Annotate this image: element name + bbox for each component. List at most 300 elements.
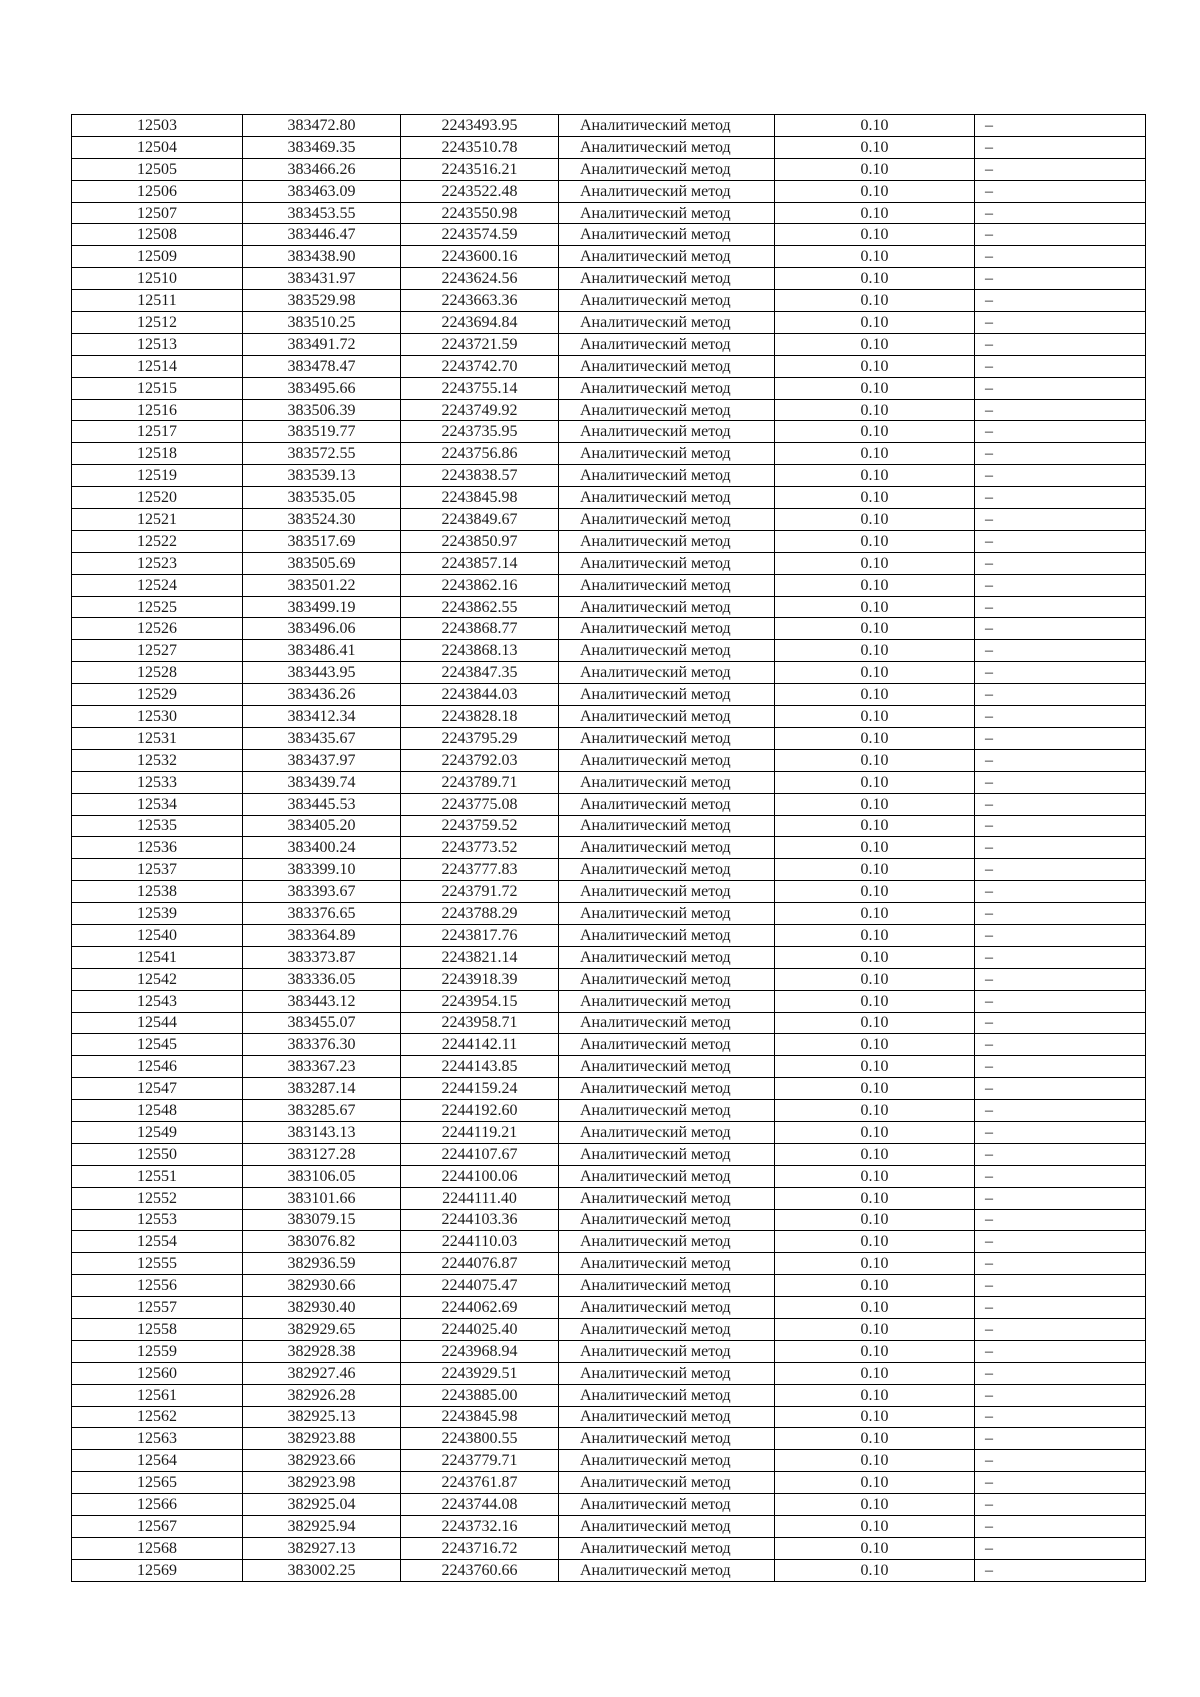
- table-row: [72, 377, 1146, 399]
- x-coordinate-cell: 383002.25: [243, 1559, 401, 1581]
- point-number-cell: 12537: [72, 859, 243, 881]
- accuracy-cell: 0.10: [775, 574, 975, 596]
- x-coordinate-cell: 383499.19: [243, 596, 401, 618]
- note-cell: –: [975, 1406, 1146, 1428]
- y-coordinate-cell: 2244119.21: [401, 1121, 559, 1143]
- note-cell: –: [975, 1231, 1146, 1253]
- table-row: [72, 837, 1146, 859]
- point-number-cell: 12514: [72, 355, 243, 377]
- table-row: [72, 1100, 1146, 1122]
- note-cell: –: [975, 793, 1146, 815]
- method-cell: Аналитический метод: [559, 640, 775, 662]
- table-row: [72, 290, 1146, 312]
- y-coordinate-cell: 2243849.67: [401, 509, 559, 531]
- method-cell: Аналитический метод: [559, 1143, 775, 1165]
- x-coordinate-cell: 383437.97: [243, 749, 401, 771]
- method-cell: Аналитический метод: [559, 618, 775, 640]
- y-coordinate-cell: 2243845.98: [401, 487, 559, 509]
- accuracy-cell: 0.10: [775, 771, 975, 793]
- note-cell: –: [975, 1143, 1146, 1165]
- x-coordinate-cell: 383519.77: [243, 421, 401, 443]
- point-number-cell: 12555: [72, 1253, 243, 1275]
- accuracy-cell: 0.10: [775, 312, 975, 334]
- method-cell: Аналитический метод: [559, 443, 775, 465]
- table-row: [72, 421, 1146, 443]
- note-cell: –: [975, 968, 1146, 990]
- method-cell: Аналитический метод: [559, 837, 775, 859]
- table-row: [72, 180, 1146, 202]
- point-number-cell: 12527: [72, 640, 243, 662]
- point-number-cell: 12509: [72, 246, 243, 268]
- x-coordinate-cell: 382926.28: [243, 1384, 401, 1406]
- note-cell: –: [975, 1121, 1146, 1143]
- x-coordinate-cell: 383393.67: [243, 881, 401, 903]
- table-row: [72, 1209, 1146, 1231]
- table-row: [72, 1537, 1146, 1559]
- note-cell: –: [975, 1056, 1146, 1078]
- point-number-cell: 12559: [72, 1340, 243, 1362]
- x-coordinate-cell: 382925.04: [243, 1494, 401, 1516]
- table-row: [72, 1472, 1146, 1494]
- point-number-cell: 12511: [72, 290, 243, 312]
- y-coordinate-cell: 2243795.29: [401, 727, 559, 749]
- accuracy-cell: 0.10: [775, 990, 975, 1012]
- accuracy-cell: 0.10: [775, 1537, 975, 1559]
- x-coordinate-cell: 383439.74: [243, 771, 401, 793]
- note-cell: –: [975, 684, 1146, 706]
- table-row: [72, 1516, 1146, 1538]
- note-cell: –: [975, 355, 1146, 377]
- y-coordinate-cell: 2243788.29: [401, 903, 559, 925]
- note-cell: –: [975, 333, 1146, 355]
- y-coordinate-cell: 2244110.03: [401, 1231, 559, 1253]
- table-row: [72, 1340, 1146, 1362]
- y-coordinate-cell: 2243862.55: [401, 596, 559, 618]
- x-coordinate-cell: 383412.34: [243, 706, 401, 728]
- table-row: [72, 684, 1146, 706]
- table-row: [72, 924, 1146, 946]
- accuracy-cell: 0.10: [775, 1428, 975, 1450]
- x-coordinate-cell: 382923.66: [243, 1450, 401, 1472]
- method-cell: Аналитический метод: [559, 377, 775, 399]
- x-coordinate-cell: 383501.22: [243, 574, 401, 596]
- accuracy-cell: 0.10: [775, 968, 975, 990]
- x-coordinate-cell: 383535.05: [243, 487, 401, 509]
- note-cell: –: [975, 202, 1146, 224]
- note-cell: –: [975, 662, 1146, 684]
- method-cell: Аналитический метод: [559, 968, 775, 990]
- method-cell: Аналитический метод: [559, 1121, 775, 1143]
- y-coordinate-cell: 2244111.40: [401, 1187, 559, 1209]
- note-cell: –: [975, 1078, 1146, 1100]
- note-cell: –: [975, 727, 1146, 749]
- x-coordinate-cell: 383446.47: [243, 224, 401, 246]
- accuracy-cell: 0.10: [775, 224, 975, 246]
- method-cell: Аналитический метод: [559, 924, 775, 946]
- y-coordinate-cell: 2243954.15: [401, 990, 559, 1012]
- accuracy-cell: 0.10: [775, 487, 975, 509]
- y-coordinate-cell: 2243600.16: [401, 246, 559, 268]
- accuracy-cell: 0.10: [775, 749, 975, 771]
- x-coordinate-cell: 383106.05: [243, 1165, 401, 1187]
- y-coordinate-cell: 2243918.39: [401, 968, 559, 990]
- note-cell: –: [975, 530, 1146, 552]
- note-cell: –: [975, 1012, 1146, 1034]
- point-number-cell: 12524: [72, 574, 243, 596]
- note-cell: –: [975, 1559, 1146, 1581]
- table-row: [72, 312, 1146, 334]
- y-coordinate-cell: 2243929.51: [401, 1362, 559, 1384]
- x-coordinate-cell: 383496.06: [243, 618, 401, 640]
- x-coordinate-cell: 383455.07: [243, 1012, 401, 1034]
- accuracy-cell: 0.10: [775, 1209, 975, 1231]
- point-number-cell: 12557: [72, 1297, 243, 1319]
- y-coordinate-cell: 2243791.72: [401, 881, 559, 903]
- method-cell: Аналитический метод: [559, 333, 775, 355]
- accuracy-cell: 0.10: [775, 158, 975, 180]
- note-cell: –: [975, 990, 1146, 1012]
- point-number-cell: 12565: [72, 1472, 243, 1494]
- y-coordinate-cell: 2243779.71: [401, 1450, 559, 1472]
- accuracy-cell: 0.10: [775, 1297, 975, 1319]
- accuracy-cell: 0.10: [775, 1034, 975, 1056]
- accuracy-cell: 0.10: [775, 443, 975, 465]
- x-coordinate-cell: 383510.25: [243, 312, 401, 334]
- x-coordinate-cell: 383472.80: [243, 115, 401, 137]
- accuracy-cell: 0.10: [775, 1384, 975, 1406]
- y-coordinate-cell: 2243522.48: [401, 180, 559, 202]
- y-coordinate-cell: 2243857.14: [401, 552, 559, 574]
- y-coordinate-cell: 2243749.92: [401, 399, 559, 421]
- method-cell: Аналитический метод: [559, 1056, 775, 1078]
- table-row: [72, 1318, 1146, 1340]
- y-coordinate-cell: 2244192.60: [401, 1100, 559, 1122]
- y-coordinate-cell: 2244075.47: [401, 1275, 559, 1297]
- method-cell: Аналитический метод: [559, 749, 775, 771]
- accuracy-cell: 0.10: [775, 268, 975, 290]
- note-cell: –: [975, 618, 1146, 640]
- table-row: [72, 903, 1146, 925]
- x-coordinate-cell: 383076.82: [243, 1231, 401, 1253]
- y-coordinate-cell: 2243868.13: [401, 640, 559, 662]
- method-cell: Аналитический метод: [559, 1231, 775, 1253]
- method-cell: Аналитический метод: [559, 1253, 775, 1275]
- table-row: [72, 443, 1146, 465]
- y-coordinate-cell: 2243510.78: [401, 136, 559, 158]
- y-coordinate-cell: 2243760.66: [401, 1559, 559, 1581]
- point-number-cell: 12516: [72, 399, 243, 421]
- table-row: [72, 727, 1146, 749]
- point-number-cell: 12569: [72, 1559, 243, 1581]
- y-coordinate-cell: 2243574.59: [401, 224, 559, 246]
- y-coordinate-cell: 2243845.98: [401, 1406, 559, 1428]
- y-coordinate-cell: 2244142.11: [401, 1034, 559, 1056]
- note-cell: –: [975, 158, 1146, 180]
- method-cell: Аналитический метод: [559, 1362, 775, 1384]
- table-row: [72, 815, 1146, 837]
- table-row: [72, 1384, 1146, 1406]
- accuracy-cell: 0.10: [775, 377, 975, 399]
- table-row: [72, 574, 1146, 596]
- method-cell: Аналитический метод: [559, 1559, 775, 1581]
- x-coordinate-cell: 383443.12: [243, 990, 401, 1012]
- method-cell: Аналитический метод: [559, 1472, 775, 1494]
- accuracy-cell: 0.10: [775, 793, 975, 815]
- table-row: [72, 1362, 1146, 1384]
- y-coordinate-cell: 2243773.52: [401, 837, 559, 859]
- accuracy-cell: 0.10: [775, 136, 975, 158]
- x-coordinate-cell: 383505.69: [243, 552, 401, 574]
- accuracy-cell: 0.10: [775, 684, 975, 706]
- table-row: [72, 1012, 1146, 1034]
- table-row: [72, 115, 1146, 137]
- method-cell: Аналитический метод: [559, 706, 775, 728]
- point-number-cell: 12553: [72, 1209, 243, 1231]
- x-coordinate-cell: 382936.59: [243, 1253, 401, 1275]
- point-number-cell: 12540: [72, 924, 243, 946]
- accuracy-cell: 0.10: [775, 509, 975, 531]
- x-coordinate-cell: 383469.35: [243, 136, 401, 158]
- y-coordinate-cell: 2243958.71: [401, 1012, 559, 1034]
- table-row: [72, 1165, 1146, 1187]
- point-number-cell: 12515: [72, 377, 243, 399]
- note-cell: –: [975, 1537, 1146, 1559]
- x-coordinate-cell: 383443.95: [243, 662, 401, 684]
- y-coordinate-cell: 2243847.35: [401, 662, 559, 684]
- method-cell: Аналитический метод: [559, 465, 775, 487]
- x-coordinate-cell: 383539.13: [243, 465, 401, 487]
- note-cell: –: [975, 290, 1146, 312]
- x-coordinate-cell: 383405.20: [243, 815, 401, 837]
- point-number-cell: 12536: [72, 837, 243, 859]
- method-cell: Аналитический метод: [559, 771, 775, 793]
- table-row: [72, 1253, 1146, 1275]
- note-cell: –: [975, 1100, 1146, 1122]
- accuracy-cell: 0.10: [775, 1516, 975, 1538]
- table-row: [72, 530, 1146, 552]
- x-coordinate-cell: 383367.23: [243, 1056, 401, 1078]
- point-number-cell: 12518: [72, 443, 243, 465]
- table-row: [72, 509, 1146, 531]
- note-cell: –: [975, 881, 1146, 903]
- method-cell: Аналитический метод: [559, 1516, 775, 1538]
- accuracy-cell: 0.10: [775, 1143, 975, 1165]
- point-number-cell: 12567: [72, 1516, 243, 1538]
- point-number-cell: 12505: [72, 158, 243, 180]
- x-coordinate-cell: 383463.09: [243, 180, 401, 202]
- note-cell: –: [975, 1340, 1146, 1362]
- note-cell: –: [975, 1187, 1146, 1209]
- x-coordinate-cell: 383466.26: [243, 158, 401, 180]
- accuracy-cell: 0.10: [775, 662, 975, 684]
- method-cell: Аналитический метод: [559, 1428, 775, 1450]
- point-number-cell: 12521: [72, 509, 243, 531]
- x-coordinate-cell: 383445.53: [243, 793, 401, 815]
- x-coordinate-cell: 383364.89: [243, 924, 401, 946]
- method-cell: Аналитический метод: [559, 1318, 775, 1340]
- accuracy-cell: 0.10: [775, 815, 975, 837]
- point-number-cell: 12548: [72, 1100, 243, 1122]
- point-number-cell: 12550: [72, 1143, 243, 1165]
- note-cell: –: [975, 224, 1146, 246]
- method-cell: Аналитический метод: [559, 1100, 775, 1122]
- x-coordinate-cell: 382928.38: [243, 1340, 401, 1362]
- point-number-cell: 12560: [72, 1362, 243, 1384]
- y-coordinate-cell: 2243732.16: [401, 1516, 559, 1538]
- accuracy-cell: 0.10: [775, 246, 975, 268]
- method-cell: Аналитический метод: [559, 246, 775, 268]
- point-number-cell: 12525: [72, 596, 243, 618]
- note-cell: –: [975, 771, 1146, 793]
- y-coordinate-cell: 2243850.97: [401, 530, 559, 552]
- table-row: [72, 1187, 1146, 1209]
- point-number-cell: 12542: [72, 968, 243, 990]
- accuracy-cell: 0.10: [775, 1318, 975, 1340]
- method-cell: Аналитический метод: [559, 268, 775, 290]
- table-row: [72, 749, 1146, 771]
- point-number-cell: 12563: [72, 1428, 243, 1450]
- x-coordinate-cell: 383435.67: [243, 727, 401, 749]
- method-cell: Аналитический метод: [559, 662, 775, 684]
- note-cell: –: [975, 1472, 1146, 1494]
- method-cell: Аналитический метод: [559, 946, 775, 968]
- method-cell: Аналитический метод: [559, 859, 775, 881]
- point-number-cell: 12547: [72, 1078, 243, 1100]
- table-row: [72, 946, 1146, 968]
- table-row: [72, 596, 1146, 618]
- y-coordinate-cell: 2243742.70: [401, 355, 559, 377]
- y-coordinate-cell: 2243775.08: [401, 793, 559, 815]
- table-row: [72, 662, 1146, 684]
- method-cell: Аналитический метод: [559, 1165, 775, 1187]
- point-number-cell: 12552: [72, 1187, 243, 1209]
- note-cell: –: [975, 1362, 1146, 1384]
- method-cell: Аналитический метод: [559, 552, 775, 574]
- point-number-cell: 12529: [72, 684, 243, 706]
- point-number-cell: 12512: [72, 312, 243, 334]
- note-cell: –: [975, 399, 1146, 421]
- point-number-cell: 12513: [72, 333, 243, 355]
- x-coordinate-cell: 383453.55: [243, 202, 401, 224]
- accuracy-cell: 0.10: [775, 1253, 975, 1275]
- table-row: [72, 1275, 1146, 1297]
- point-number-cell: 12546: [72, 1056, 243, 1078]
- table-row: [72, 399, 1146, 421]
- note-cell: –: [975, 1253, 1146, 1275]
- note-cell: –: [975, 924, 1146, 946]
- y-coordinate-cell: 2243755.14: [401, 377, 559, 399]
- point-number-cell: 12535: [72, 815, 243, 837]
- table-row: [72, 465, 1146, 487]
- y-coordinate-cell: 2244143.85: [401, 1056, 559, 1078]
- table-row: [72, 1231, 1146, 1253]
- x-coordinate-cell: 383529.98: [243, 290, 401, 312]
- note-cell: –: [975, 180, 1146, 202]
- point-number-cell: 12544: [72, 1012, 243, 1034]
- note-cell: –: [975, 443, 1146, 465]
- note-cell: –: [975, 749, 1146, 771]
- accuracy-cell: 0.10: [775, 727, 975, 749]
- note-cell: –: [975, 1297, 1146, 1319]
- method-cell: Аналитический метод: [559, 290, 775, 312]
- point-number-cell: 12534: [72, 793, 243, 815]
- accuracy-cell: 0.10: [775, 596, 975, 618]
- y-coordinate-cell: 2244100.06: [401, 1165, 559, 1187]
- x-coordinate-cell: 383438.90: [243, 246, 401, 268]
- table-row: [72, 552, 1146, 574]
- accuracy-cell: 0.10: [775, 115, 975, 137]
- method-cell: Аналитический метод: [559, 1012, 775, 1034]
- table-row: [72, 771, 1146, 793]
- x-coordinate-cell: 382927.46: [243, 1362, 401, 1384]
- x-coordinate-cell: 382925.94: [243, 1516, 401, 1538]
- x-coordinate-cell: 383373.87: [243, 946, 401, 968]
- method-cell: Аналитический метод: [559, 158, 775, 180]
- note-cell: –: [975, 421, 1146, 443]
- method-cell: Аналитический метод: [559, 903, 775, 925]
- note-cell: –: [975, 312, 1146, 334]
- table-row: [72, 1143, 1146, 1165]
- y-coordinate-cell: 2243817.76: [401, 924, 559, 946]
- method-cell: Аналитический метод: [559, 1275, 775, 1297]
- note-cell: –: [975, 1450, 1146, 1472]
- table-row: [72, 202, 1146, 224]
- y-coordinate-cell: 2243777.83: [401, 859, 559, 881]
- point-number-cell: 12564: [72, 1450, 243, 1472]
- accuracy-cell: 0.10: [775, 1100, 975, 1122]
- note-cell: –: [975, 1516, 1146, 1538]
- point-number-cell: 12562: [72, 1406, 243, 1428]
- x-coordinate-cell: 383143.13: [243, 1121, 401, 1143]
- point-number-cell: 12539: [72, 903, 243, 925]
- y-coordinate-cell: 2244025.40: [401, 1318, 559, 1340]
- table-row: [72, 1428, 1146, 1450]
- point-number-cell: 12551: [72, 1165, 243, 1187]
- x-coordinate-cell: 382930.66: [243, 1275, 401, 1297]
- x-coordinate-cell: 383127.28: [243, 1143, 401, 1165]
- y-coordinate-cell: 2244107.67: [401, 1143, 559, 1165]
- y-coordinate-cell: 2244076.87: [401, 1253, 559, 1275]
- method-cell: Аналитический метод: [559, 881, 775, 903]
- y-coordinate-cell: 2243789.71: [401, 771, 559, 793]
- point-number-cell: 12508: [72, 224, 243, 246]
- note-cell: –: [975, 1165, 1146, 1187]
- note-cell: –: [975, 136, 1146, 158]
- accuracy-cell: 0.10: [775, 924, 975, 946]
- method-cell: Аналитический метод: [559, 180, 775, 202]
- y-coordinate-cell: 2243862.16: [401, 574, 559, 596]
- note-cell: –: [975, 268, 1146, 290]
- accuracy-cell: 0.10: [775, 399, 975, 421]
- table-row: [72, 1034, 1146, 1056]
- table-row: [72, 158, 1146, 180]
- y-coordinate-cell: 2244103.36: [401, 1209, 559, 1231]
- x-coordinate-cell: 383431.97: [243, 268, 401, 290]
- note-cell: –: [975, 596, 1146, 618]
- method-cell: Аналитический метод: [559, 1078, 775, 1100]
- y-coordinate-cell: 2243792.03: [401, 749, 559, 771]
- method-cell: Аналитический метод: [559, 1450, 775, 1472]
- note-cell: –: [975, 574, 1146, 596]
- x-coordinate-cell: 382923.98: [243, 1472, 401, 1494]
- accuracy-cell: 0.10: [775, 1056, 975, 1078]
- table-row: [72, 1121, 1146, 1143]
- point-number-cell: 12520: [72, 487, 243, 509]
- method-cell: Аналитический метод: [559, 574, 775, 596]
- x-coordinate-cell: 382927.13: [243, 1537, 401, 1559]
- x-coordinate-cell: 383572.55: [243, 443, 401, 465]
- note-cell: –: [975, 1428, 1146, 1450]
